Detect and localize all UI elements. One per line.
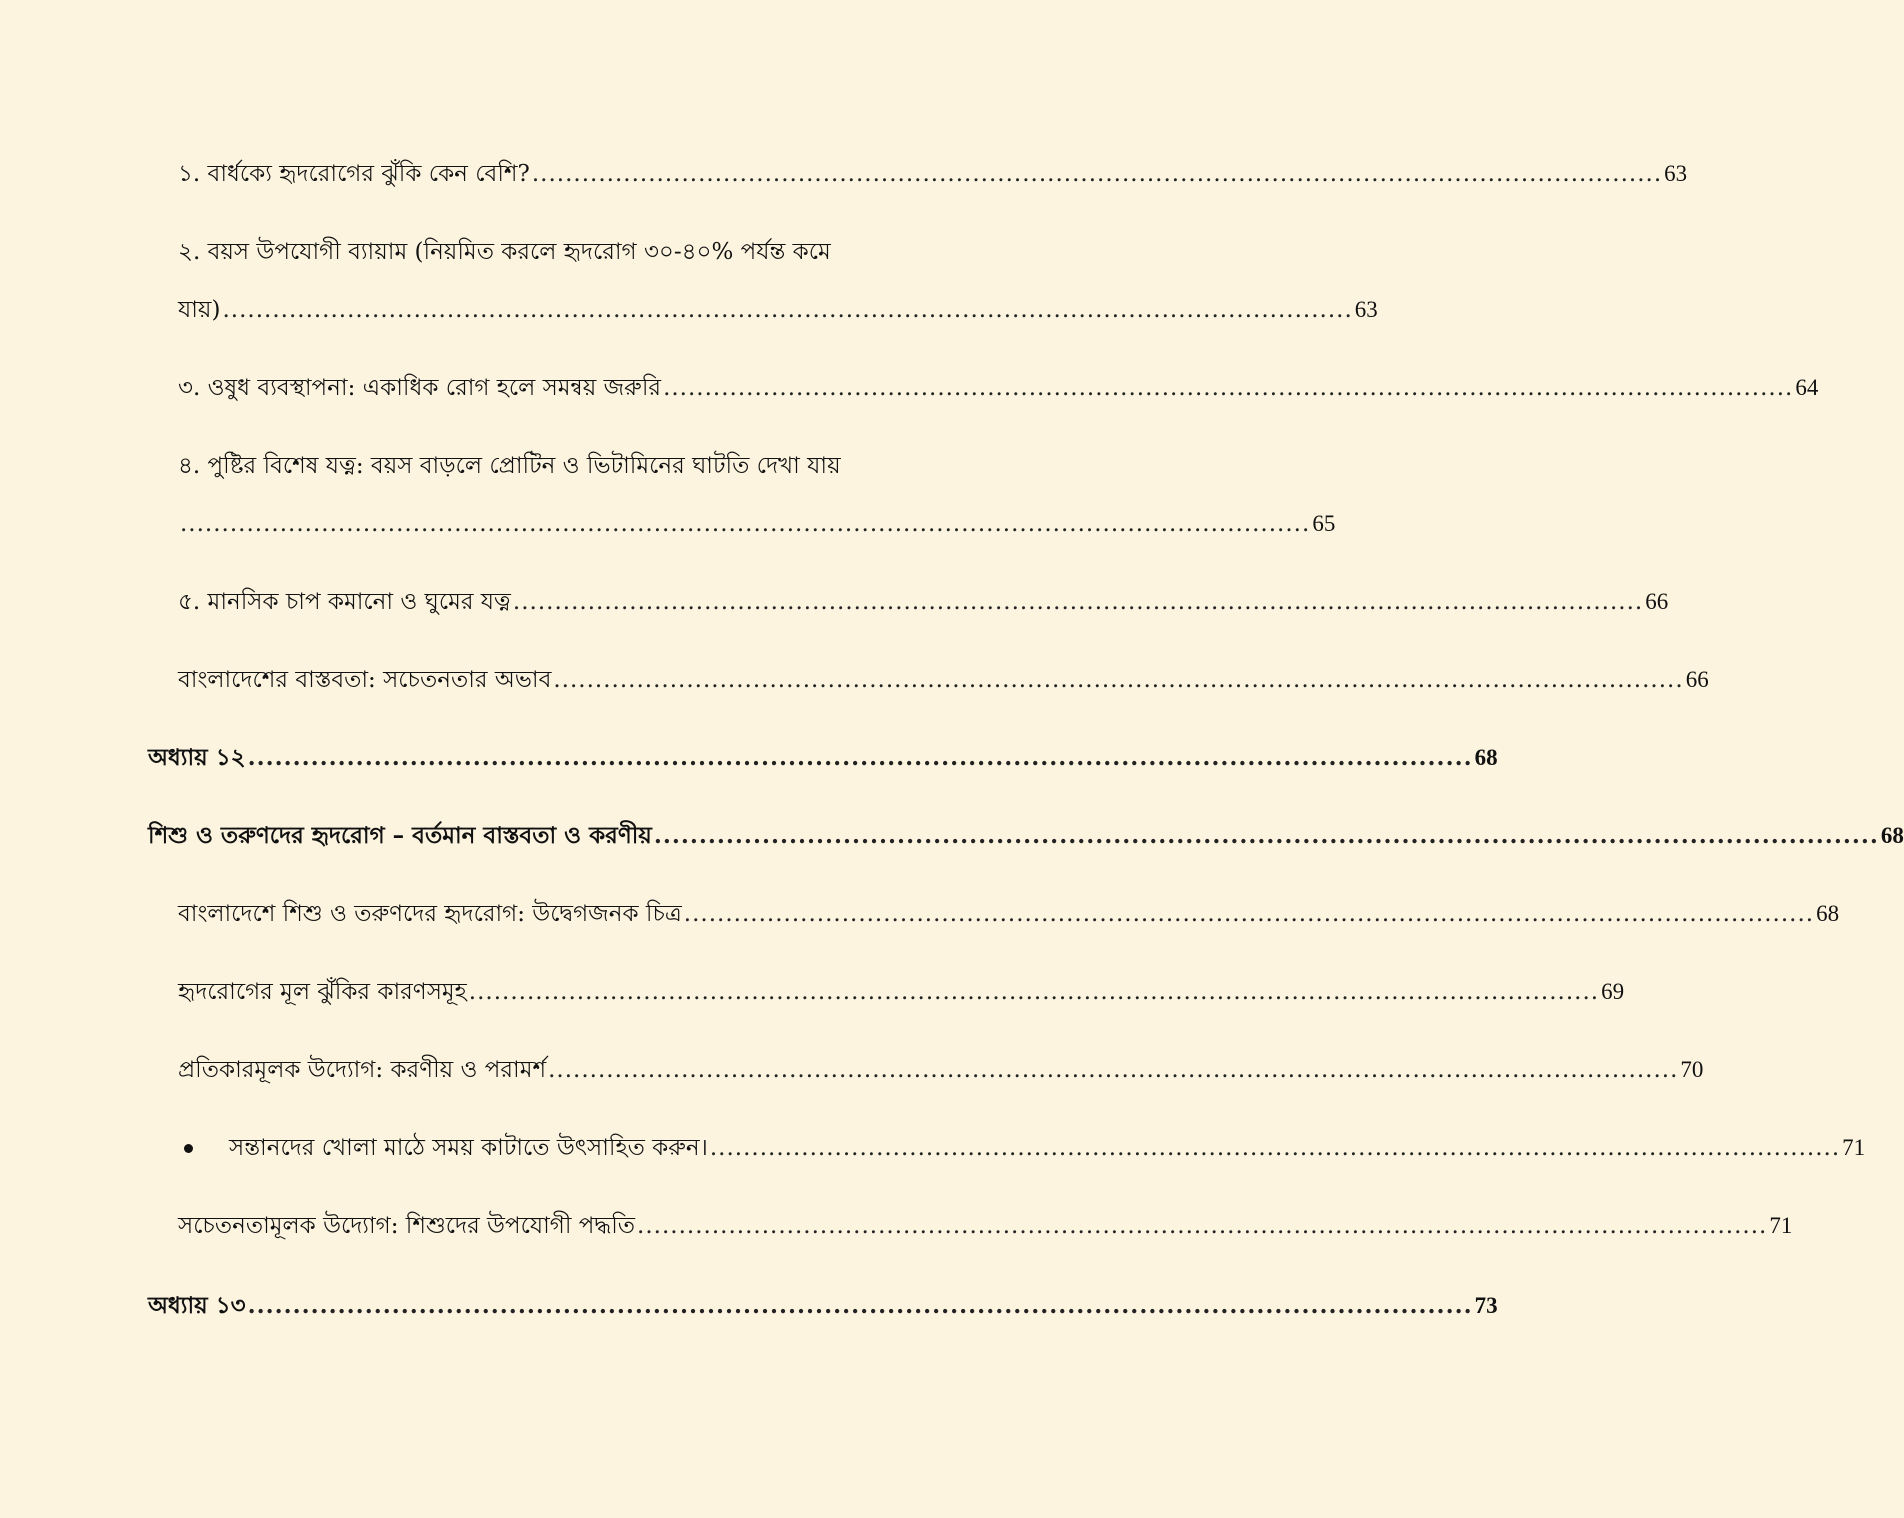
leader-dots: ........................................................................................................................................: [531, 161, 1663, 187]
toc-entry-page: 68: [1474, 745, 1498, 770]
toc-entry-page: 65: [1312, 511, 1336, 536]
chapter-heading: অধ্যায় ১৩: [148, 1292, 246, 1319]
toc-entry-page: 70: [1680, 1057, 1704, 1082]
toc-entry[interactable]: [178, 664, 1709, 696]
toc-entry-title: সন্তানদের খোলা মাঠে সময় কাটাতে উৎসাহিত করুন।: [229, 1135, 708, 1161]
leader-dots: ........................................................................................................................................: [222, 297, 1353, 323]
toc-entry-title: ৫. মানসিক চাপ কমানো ও ঘুমের যত্ন: [178, 589, 511, 615]
toc-entry[interactable]: [178, 508, 1336, 540]
toc-entry-title: বাংলাদেশের বাস্তবতা: সচেতনতার অভাব: [178, 667, 552, 693]
toc-entry-page: 71: [1842, 1135, 1866, 1160]
toc-entry-title: ১. বার্ধক্যে হৃদরোগের ঝুঁকি কেন বেশি?: [178, 161, 530, 187]
toc-entry-bullet[interactable]: [178, 1132, 1866, 1164]
toc-entry[interactable]: [178, 898, 1840, 930]
leader-dots: ........................................................................................................................................: [180, 511, 1311, 537]
toc-entry-title: ৩. ওষুধ ব্যবস্থাপনা: একাধিক রোগ হলে সমন্বয় জরুরি: [178, 375, 662, 401]
toc-entry-title: হৃদরোগের মূল ঝুঁকির কারণসমূহ: [178, 979, 467, 1005]
toc-entry-page: 73: [1474, 1293, 1498, 1318]
leader-dots: ........................................................................................................................................: [512, 589, 1644, 615]
toc-entry[interactable]: [178, 1054, 1704, 1086]
leader-dots: ........................................................................................................................................: [637, 1213, 1768, 1239]
toc-entry[interactable]: [178, 1210, 1793, 1242]
leader-dots: ........................................................................................................................................: [247, 744, 1473, 771]
toc-entry[interactable]: [178, 976, 1625, 1008]
leader-dots: ........................................................................................................................................: [709, 1135, 1841, 1161]
toc-entry-page: 69: [1601, 979, 1625, 1004]
chapter-title: শিশু ও তরুণদের হৃদরোগ – বর্তমান বাস্তবতা ও করণীয়: [148, 822, 652, 849]
toc-entry-title: বাংলাদেশে শিশু ও তরুণদের হৃদরোগ: উদ্বেগজনক চিত্র: [178, 901, 682, 927]
toc-entry[interactable]: [178, 294, 1378, 326]
toc-chapter-title[interactable]: [148, 820, 1904, 852]
leader-dots: ........................................................................................................................................: [548, 1057, 1679, 1083]
toc-entry-page: 64: [1795, 375, 1819, 400]
toc-entry-title-line1[interactable]: ২. বয়স উপযোগী ব্যায়াম (নিয়মিত করলে হৃদরোগ ৩০-৪০% পর্যন্ত কমে: [178, 239, 831, 265]
toc-entry-title: সচেতনতামূলক উদ্যোগ: শিশুদের উপযোগী পদ্ধতি: [178, 1213, 636, 1239]
toc-chapter[interactable]: [148, 742, 1498, 774]
toc-entry-page: 68: [1880, 823, 1904, 848]
toc-entry-page: 66: [1685, 667, 1709, 692]
toc-entry-page: 63: [1664, 161, 1688, 186]
leader-dots: ........................................................................................................................................: [553, 667, 1684, 693]
leader-dots: ........................................................................................................................................: [663, 375, 1794, 401]
toc-entry-page: 68: [1816, 901, 1840, 926]
toc-entry-page: 66: [1645, 589, 1669, 614]
toc-entry[interactable]: [178, 372, 1819, 404]
leader-dots: ........................................................................................................................................: [468, 979, 1600, 1005]
leader-dots: ........................................................................................................................................: [653, 822, 1879, 849]
toc-entry-title: প্রতিকারমূলক উদ্যোগ: করণীয় ও পরামর্শ: [178, 1057, 547, 1083]
bullet-icon: [184, 1144, 193, 1153]
chapter-heading: অধ্যায় ১২: [148, 744, 246, 771]
toc-entry-title-line2: যায়): [178, 297, 221, 323]
toc-entry-page: 71: [1769, 1213, 1793, 1238]
toc-entry-page: 63: [1354, 297, 1378, 322]
toc-entry[interactable]: [178, 158, 1688, 190]
toc-entry-title-line1[interactable]: ৪. পুষ্টির বিশেষ যত্ন: বয়স বাড়লে প্রোটিন ও ভিটামিনের ঘাটতি দেখা যায়: [178, 453, 841, 479]
leader-dots: ........................................................................................................................................: [247, 1292, 1473, 1319]
toc-chapter[interactable]: [148, 1290, 1498, 1322]
leader-dots: ........................................................................................................................................: [683, 901, 1815, 927]
toc-entry[interactable]: [178, 586, 1669, 618]
